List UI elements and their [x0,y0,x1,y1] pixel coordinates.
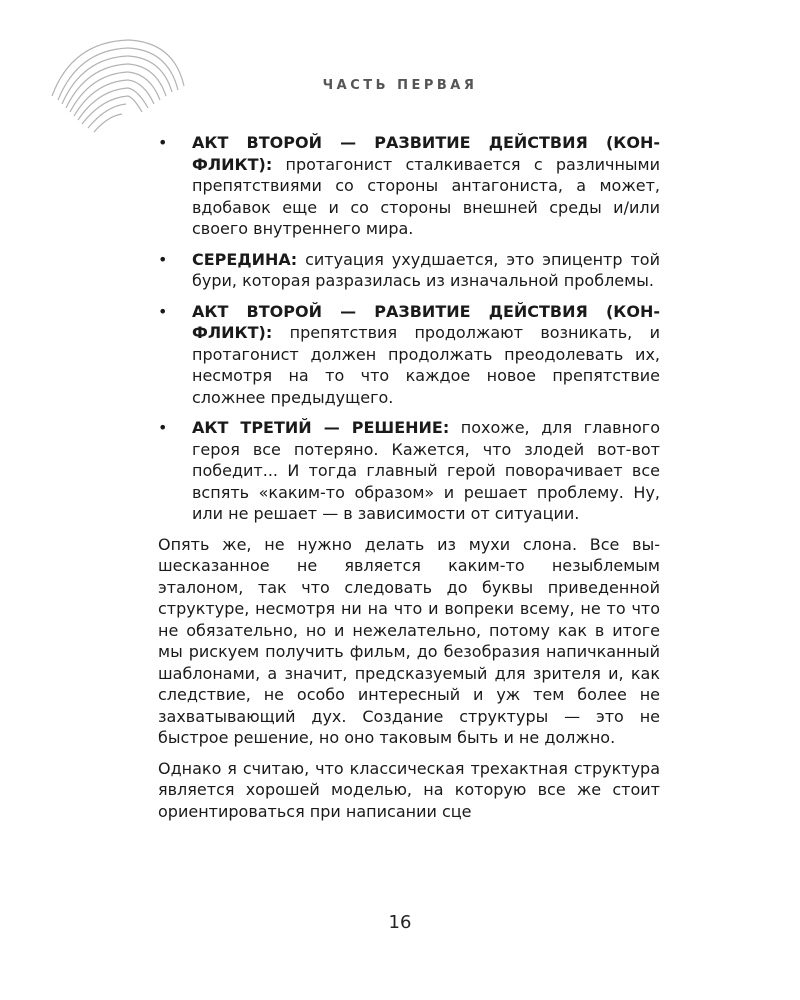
list-item-term: АКТ ВТОРОЙ — РАЗВИТИЕ ДЕЙСТВИЯ (КОНФЛИКТ): [192,133,660,174]
list-item-text: препятствия продолжают возникать, и протагонист должен продолжать преодолевать их, несмотря на то что каждое новое препятствие сложнее предыдущего. [192,323,660,407]
list-item-text: ситуация ухудшается, это эпицентр той бури, которая разразилась из изначальной проблемы. [192,249,660,290]
running-head: ЧАСТЬ ПЕРВАЯ [322,78,478,93]
list-item-term: АКТ ВТОРОЙ — РАЗВИТИЕ ДЕЙСТВИЯ (КОНФЛИКТ): [192,301,660,342]
body-paragraph: Однако я считаю, что классическая трехактная структура является хорошей моделью, на которую все же стоит ориентироваться при написании сце [158,758,660,821]
list-item-text: протагонист сталкивается с различными препятствиями со стороны антагониста, а может, вдобавок еще и со стороны внешней среды и/или своего внутреннего мира. [192,154,660,238]
act-list [158,132,660,525]
list-item-term: АКТ ТРЕТИЙ — РЕШЕНИЕ: [192,418,450,437]
list-item-term: СЕРЕДИНА: [192,249,298,269]
page-body [158,132,660,831]
list-item [158,132,660,240]
list-item [158,417,660,525]
body-paragraph: Опять же, не нужно делать из мухи слона. Все вышесказанное не является каким-то незыблемым эталоном, так что следовать до буквы приведенной структуре, несмотря ни на что и вопреки всему, не то что не обязательно, но и нежелательно, потому как в итоге мы рискуем получить фильм, до безобразия напичканный шаблонами, а значит, предсказуемый для зрителя и, как следствие, не особо интересный и уж тем более не захватывающий дух. Создание структуры — это не быстрое решение, но оно таковым быть и не должно. [158,534,660,747]
page-number: 16 [388,912,412,933]
list-item-text: похоже, для главного героя все потеряно. Кажется, что злодей вот-вот победит... И тогда главный герой поворачивает все вспять «каким-то образом» и решает проблему. Ну, или не решает — в зависимости от ситуации. [192,418,660,523]
list-item [158,301,660,409]
list-item [158,249,660,292]
